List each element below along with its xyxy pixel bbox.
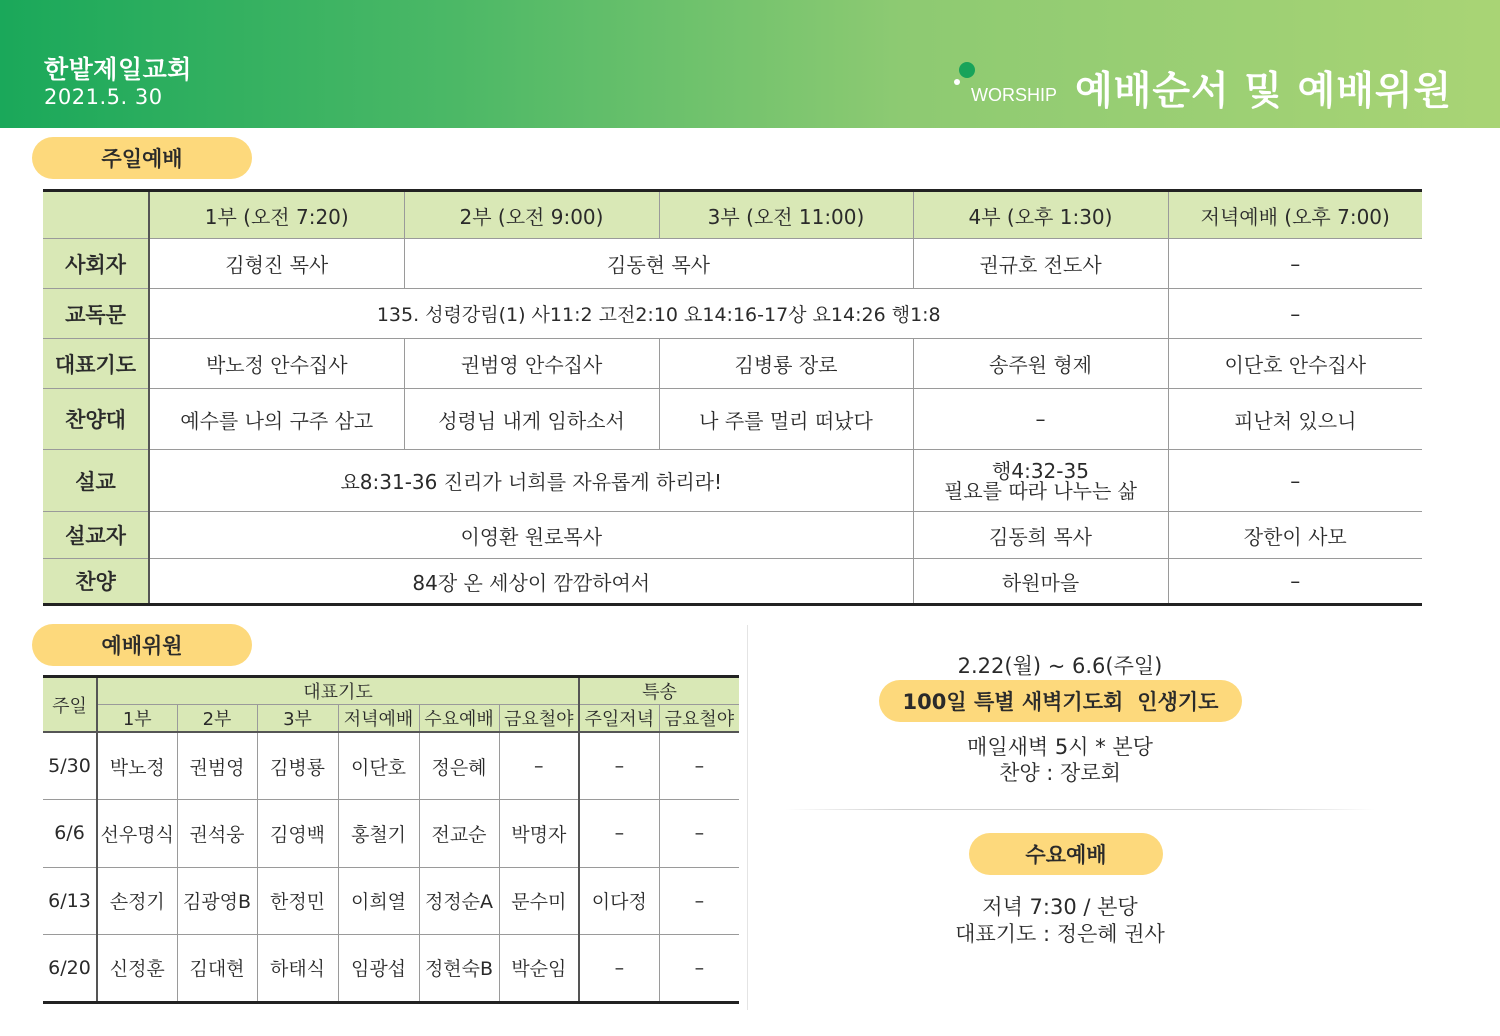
sub-header: 1부 [97, 705, 177, 733]
col-header-evening: 저녁예배 (오후 7:00) [1168, 191, 1422, 239]
sub-header: 금요철야 [499, 705, 579, 733]
table-cell: – [1290, 569, 1301, 593]
row-date: 5/30 [43, 732, 97, 800]
table-cell: 임광섭 [338, 935, 419, 1003]
table-cell: 이단호 [338, 732, 419, 800]
table-cell: 예수를 나의 구주 삼고 [149, 389, 404, 450]
sermon-title: 필요를 따라 나누는 삶 [944, 478, 1137, 503]
table-row [43, 289, 1422, 339]
table-cell: 신정훈 [97, 935, 177, 1003]
table-cell: 김동현 목사 [404, 239, 913, 289]
table-cell: 박노정 [97, 732, 177, 800]
group-header-prayer: 대표기도 [97, 677, 579, 705]
table-cell: 박순임 [499, 935, 579, 1003]
sub-header: 3부 [257, 705, 338, 733]
table-row [43, 339, 1422, 389]
table-cell: 정현숙B [419, 935, 499, 1003]
table-cell: – [1168, 239, 1422, 289]
table-row [43, 732, 739, 800]
dawn-prayer-subtitle: 인생기도 [1137, 690, 1219, 714]
table-cell: 권범영 [177, 732, 257, 800]
table-cell: 박명자 [499, 800, 579, 868]
row-date: 6/6 [43, 800, 97, 868]
row-label: 사회자 [43, 239, 149, 289]
table-cell: – [499, 732, 579, 800]
committee-subheader-row [43, 705, 739, 733]
group-header-special: 특송 [579, 677, 739, 705]
bulletin-date: 2021.5. 30 [44, 85, 163, 109]
table-cell: 권규호 전도사 [913, 239, 1168, 289]
dawn-prayer-music: 찬양 : 장로회 [999, 761, 1121, 785]
table-cell: 피난처 있으니 [1168, 389, 1422, 450]
table-cell: 정은혜 [419, 732, 499, 800]
wednesday-prayer: 대표기도 : 정은혜 권사 [955, 922, 1165, 946]
sub-header: 금요철야 [659, 705, 739, 733]
table-cell: 135. 성령강림(1) 사11:2 고전2:10 요14:16-17상 요14:26 행1:8 [149, 289, 1168, 339]
committee-table [43, 675, 739, 1004]
table-cell: 김병룡 [257, 732, 338, 800]
table-cell: 김병룡 장로 [659, 339, 913, 389]
table-row [43, 867, 739, 935]
header-banner [0, 0, 1500, 128]
sermon-verse: 행4:32-35 [992, 458, 1089, 483]
row-label: 설교 [43, 450, 149, 512]
table-cell: 성령님 내게 임하소서 [404, 389, 659, 450]
table-row [43, 800, 739, 868]
table-row [43, 559, 1422, 605]
table-cell: – [694, 956, 705, 979]
corner-cell [43, 191, 149, 239]
row-date: 6/13 [43, 867, 97, 935]
table-cell: 선우명식 [97, 800, 177, 868]
wednesday-worship-pill: 수요예배 [969, 833, 1163, 875]
table-cell [913, 450, 1168, 512]
dawn-prayer-period: 2.22(월) ~ 6.6(주일) [957, 654, 1163, 678]
table-cell: 김동희 목사 [913, 512, 1168, 559]
table-cell: 이다정 [579, 867, 659, 935]
table-cell: 전교순 [419, 800, 499, 868]
table-cell: – [659, 867, 739, 935]
table-cell: – [1168, 450, 1422, 512]
table-row [43, 512, 1422, 559]
table-cell: 송주원 형제 [913, 339, 1168, 389]
dawn-prayer-time: 매일새벽 5시 * 본당 [967, 735, 1153, 759]
table-row [43, 389, 1422, 450]
table-cell: – [1168, 289, 1422, 339]
dot-icon [959, 62, 975, 78]
col-header-3bu: 3부 (오전 11:00) [659, 191, 913, 239]
dawn-prayer-pill [879, 680, 1242, 722]
row-label: 찬양대 [43, 389, 149, 450]
section-label-en: WORSHIP [971, 85, 1058, 105]
table-cell: – [659, 800, 739, 868]
small-dot-icon [954, 79, 960, 85]
section-title: 예배순서 및 예배위원 [1075, 69, 1453, 114]
committee-header-row [43, 677, 739, 705]
table-row [43, 450, 1422, 512]
sub-header: 주일저녁 [579, 705, 659, 733]
table-cell: 장한이 사모 [1168, 512, 1422, 559]
table-cell: – [579, 732, 659, 800]
row-label: 대표기도 [43, 339, 149, 389]
table-cell: 이희열 [338, 867, 419, 935]
table-cell: 요8:31-36 진리가 너희를 자유롭게 하리라! [149, 450, 913, 512]
table-cell: – [659, 732, 739, 800]
table-cell: – [579, 800, 659, 868]
table-cell: 84장 온 세상이 깜깜하여서 [149, 559, 913, 605]
table-cell: 홍철기 [338, 800, 419, 868]
row-label: 찬양 [43, 559, 149, 605]
table-cell: 박노정 안수집사 [149, 339, 404, 389]
table-cell: 권석웅 [177, 800, 257, 868]
sunday-worship-table [43, 189, 1422, 606]
col-header-2bu: 2부 (오전 9:00) [404, 191, 659, 239]
table-cell: 이단호 안수집사 [1168, 339, 1422, 389]
col-header-1bu: 1부 (오전 7:20) [149, 191, 404, 239]
table-cell: 이영환 원로목사 [149, 512, 913, 559]
table-cell: 정정순A [419, 867, 499, 935]
table-row [43, 239, 1422, 289]
sunday-worship-pill: 주일예배 [32, 137, 252, 179]
sub-header: 수요예배 [419, 705, 499, 733]
sub-header: 저녁예배 [338, 705, 419, 733]
table-cell: 김영백 [257, 800, 338, 868]
table-cell: 김대현 [177, 935, 257, 1003]
table-cell: 문수미 [499, 867, 579, 935]
row-label: 설교자 [43, 512, 149, 559]
dawn-prayer-title: 100일 특별 새벽기도회 [902, 690, 1124, 714]
table-cell: 하태식 [257, 935, 338, 1003]
table-cell: 하원마을 [913, 559, 1168, 605]
sub-header: 2부 [177, 705, 257, 733]
table-cell: 김광영B [177, 867, 257, 935]
row-date: 6/20 [43, 935, 97, 1003]
table-cell: – [579, 935, 659, 1003]
table-header-row [43, 191, 1422, 239]
committee-pill: 예배위원 [32, 624, 252, 666]
table-cell: 나 주를 멀리 떠났다 [659, 389, 913, 450]
table-cell: – [913, 389, 1168, 450]
section-divider [785, 809, 1375, 810]
church-name: 한밭제일교회 [44, 55, 192, 84]
table-cell: 한정민 [257, 867, 338, 935]
table-cell: 김형진 목사 [149, 239, 404, 289]
col-header-sunday: 주일 [43, 677, 97, 733]
table-cell: 손정기 [97, 867, 177, 935]
column-divider [747, 625, 748, 1010]
col-header-4bu: 4부 (오후 1:30) [913, 191, 1168, 239]
wednesday-time: 저녁 7:30 / 본당 [982, 895, 1138, 919]
table-row [43, 935, 739, 1003]
row-label: 교독문 [43, 289, 149, 339]
table-cell: 권범영 안수집사 [404, 339, 659, 389]
